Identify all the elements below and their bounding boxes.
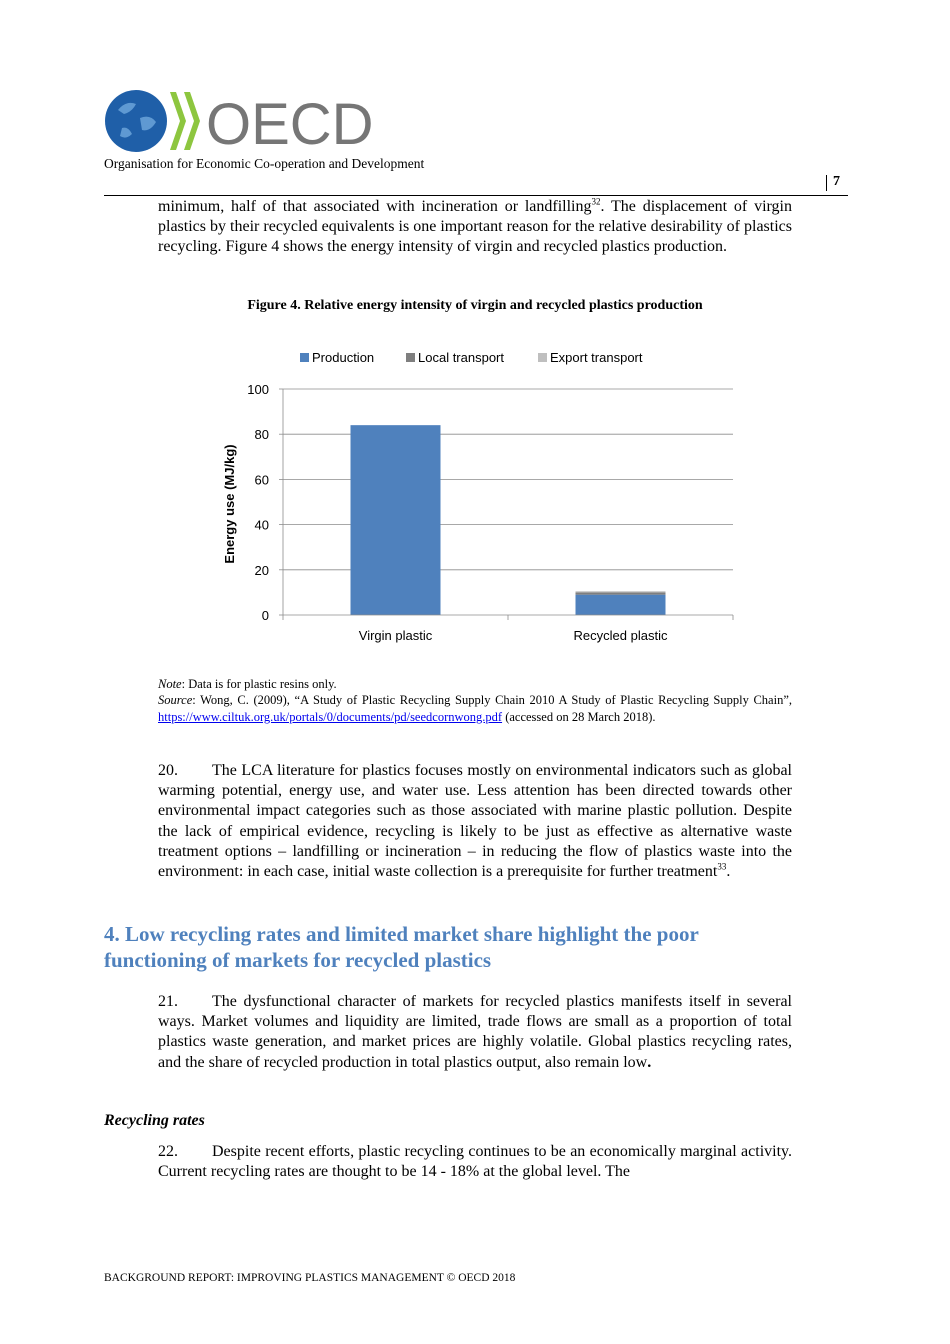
globe-icon	[105, 90, 167, 152]
page-number: 7	[833, 174, 840, 189]
y-tick-label: 100	[247, 382, 269, 397]
y-tick-label: 20	[254, 562, 269, 578]
y-tick-label: 0	[261, 608, 269, 623]
legend-swatch-0	[300, 353, 309, 362]
paragraph-continued: minimum, half of that associated with incineration or landfilling$^{32}$. The displacement of virgin plastics by their recycled equivalents is one important reason for the relative desirability of plastics recycling. Figure 4 shows the energy intensity of virgin and recycled plastics production.	[158, 196, 792, 256]
y-tick-label: 80	[254, 427, 269, 443]
legend-swatch-1	[406, 353, 415, 362]
x-axis	[283, 615, 733, 643]
legend-label-0: Production	[312, 350, 375, 365]
chart-legend	[300, 350, 643, 365]
source-link[interactable]: https://www.ciltuk.org.uk/portals/0/documents/pd/seedcornwong.pdf	[158, 709, 503, 724]
y-axis-label: Energy use (MJ/kg)	[222, 444, 237, 564]
paragraph-number: 20.	[158, 762, 178, 779]
paragraph-20: 20. The LCA literature for plastics focuses mostly on environmental indicators such as global warming potential, energy use, and water use. Less attention has been directed towards other environmental impact categories such as those associated with marine plastic pollution. Despite the lack of empirical evidence, recycling is likely to be just as effective as alternative waste treatment options – landfilling or incineration – in reducing the flow of plastics waste into the environment: in each case, initial waste collection is a prerequisite for further treatment$^{33}$.	[158, 762, 792, 881]
legend-swatch-2	[538, 353, 547, 362]
section-heading: 4. Low recycling rates and limited market share highlight the poor functioning of markets for recycled plastics	[104, 922, 699, 972]
organisation-name: Organisation for Economic Co-operation and Development	[104, 156, 425, 171]
footnote-ref: 32	[591, 196, 601, 207]
energy-intensity-chart	[210, 342, 750, 652]
footer: BACKGROUND REPORT: IMPROVING PLASTICS MANAGEMENT © OECD 2018	[104, 1272, 516, 1284]
logo-text: OECD	[206, 92, 374, 154]
paragraph-number: 22.	[158, 1143, 178, 1160]
bar-1-1	[576, 592, 666, 594]
y-tick-label: 60	[254, 472, 269, 488]
figure-caption: Figure 4. Relative energy intensity of virgin and recycled plastics production	[247, 298, 703, 313]
legend-label-2: Export transport	[550, 350, 643, 365]
paragraph-21: 21. The dysfunctional character of markets for recycled plastics manifests itself in several ways. Market volumes and liquidity are limited, trade flows are small as a proportion of total plastics waste generation, and market prices are highly volatile. Global plastics recycling rates, and the share of recycled production in total plastics output, also remain low.	[158, 993, 792, 1071]
legend-label-1: Local transport	[418, 350, 504, 365]
x-tick-label: Recycled plastic	[573, 628, 668, 643]
footnote-ref: 33	[717, 861, 727, 872]
figure-note: Note: Data is for plastic resins only.	[158, 677, 337, 691]
bar-0-0	[351, 425, 441, 615]
subheading-recycling-rates: Recycling rates	[104, 1112, 205, 1129]
header-rule	[104, 195, 848, 196]
chart-bars	[351, 425, 666, 615]
x-tick-label: Virgin plastic	[358, 628, 433, 643]
figure-source: Source: Wong, C. (2009), “A Study of Plastic Recycling Supply Chain 2010 A Study of Plastic Recycling Supply Chain”, https://www.ciltuk.org.uk/portals/0/documents/pd/seedcornwong.pdf (accessed on 28 March 2018).	[158, 693, 792, 724]
bar-1-2	[576, 591, 666, 592]
oecd-logo	[104, 88, 374, 154]
paragraph-number: 21.	[158, 993, 178, 1010]
bar-1-0	[576, 595, 666, 615]
y-axis-ticks	[247, 382, 283, 623]
y-tick-label: 40	[254, 517, 269, 533]
paragraph-22: 22. Despite recent efforts, plastic recycling continues to be an economically marginal activity. Current recycling rates are thought to be 14 - 18% at the global level. The	[158, 1143, 792, 1181]
